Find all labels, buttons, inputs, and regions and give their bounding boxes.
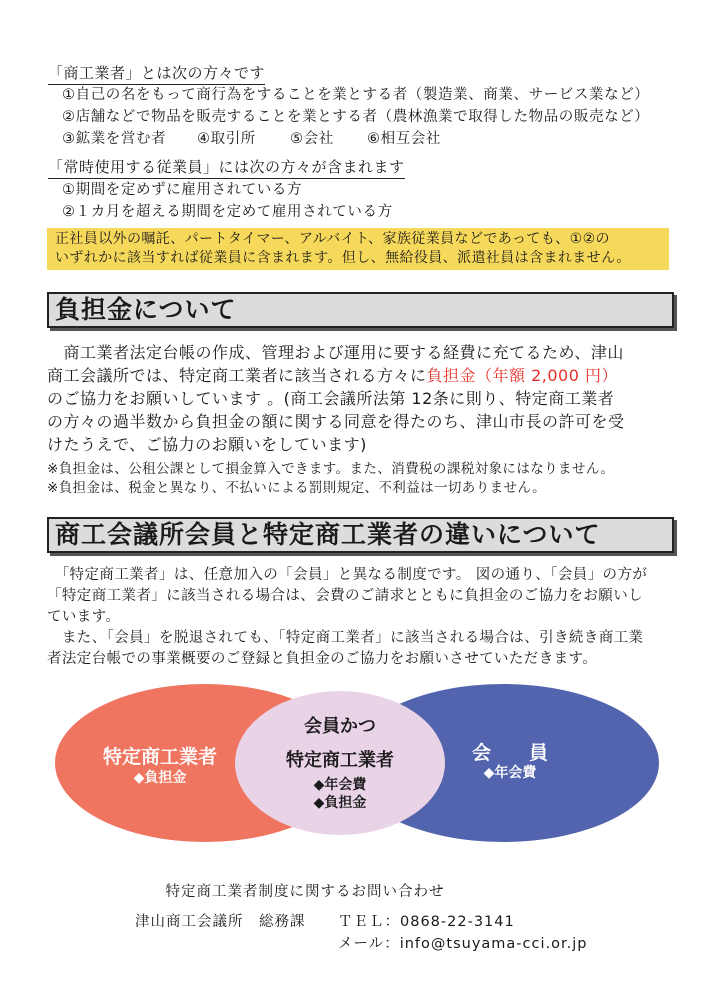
paragraph-line: また、「会員」を脱退されても、「特定商工業者」に該当される場合は、引き続き商工業: [47, 630, 644, 646]
paragraph-line: [47, 363, 618, 386]
paragraph-line: ています。: [47, 609, 121, 625]
venn-center-title: 特定商工業者: [286, 750, 394, 771]
contact-heading: 特定商工業者制度に関するお問い合わせ: [165, 884, 445, 900]
paragraph-line: 「特定商工業者」は、任意加入の「会員」と異なる制度です。 図の通り、「会員」の方が: [47, 567, 648, 583]
contact-mail[interactable]: メール：info@tsuyama-cci.or.jp: [338, 936, 588, 952]
shokogyosha-heading: 「商工業者」とは次の方々です: [48, 62, 265, 85]
venn-left-sub: ◆負担金: [133, 770, 187, 786]
paragraph-line: 者法定台帳での事業概要のご登録と負担金のご協力をお願いさせていただきます。: [47, 651, 598, 667]
footnote: ※負担金は、公租公課として損金算入できます。また、消費税の課税対象にはなりません。: [47, 461, 615, 477]
paragraph-line: の方々の過半数から負担金の額に関する同意を得たのち、津山市長の許可を受: [47, 412, 625, 431]
fee-amount: 負担金（年額 2,000 円）: [426, 366, 618, 385]
jugyoin-heading: 「常時使用する従業員」には次の方々が含まれます: [48, 156, 405, 179]
paragraph-line: 商工業者法定台帳の作成、管理および運用に要する経費に充てるため、津山: [47, 343, 624, 362]
section-title-difference: 商工会議所会員と特定商工業者の違いについて: [47, 517, 674, 553]
list-item: ②１カ月を超える期間を定めて雇用されている方: [62, 204, 393, 220]
venn-left-title: 特定商工業者: [102, 746, 217, 768]
list-item: ①期間を定めずに雇用されている方: [62, 182, 303, 198]
list-item: ④取引所: [197, 131, 256, 147]
contact-org: 津山商工会議所 総務課: [135, 914, 306, 930]
paragraph-line: 「特定商工業者」に該当される場合は、会費のご請求とともに負担金のご協力をお願いし: [47, 588, 643, 604]
venn-right-title: 会 員: [471, 742, 548, 764]
list-item: ②店舗などで物品を販売することを業とする者（農林漁業で取得した物品の販売など）: [62, 109, 650, 125]
venn-center-sub: ◆負担金: [313, 795, 367, 811]
footnote: ※負担金は、税金と異なり、不払いによる罰則規定、不利益は一切ありません。: [47, 480, 547, 496]
contact-tel: ＴＥＬ：0868-22-3141: [338, 914, 515, 930]
venn-center-title: 会員かつ: [304, 716, 376, 737]
list-item: ③鉱業を営む者: [62, 131, 167, 147]
list-item: ⑤会社: [290, 131, 334, 147]
section-title-futankin: 負担金について: [47, 292, 674, 328]
note-line: 正社員以外の嘱託、パートタイマー、アルバイト、家族従業員などであっても、①②の: [55, 231, 610, 247]
note-line: いずれかに該当すれば従業員に含まれます。但し、無給役員、派遣社員は含まれません。: [55, 250, 631, 266]
list-item: ⑥相互会社: [367, 131, 441, 147]
venn-center-sub: ◆年会費: [313, 777, 367, 793]
venn-right-sub: ◆年会費: [483, 765, 537, 781]
paragraph-text: 商工会議所では、特定商工業者に該当される方々に: [47, 366, 427, 385]
paragraph-line: けたうえで、ご協力のお願いをしています): [47, 435, 367, 454]
paragraph-line: のご協力をお願いしています 。(商工会議所法第 12条に則り、特定商工業者: [47, 389, 615, 408]
employee-note-box: [47, 228, 669, 270]
list-item: ①自己の名をもって商行為をすることを業とする者（製造業、商業、サービス業など）: [62, 87, 650, 103]
